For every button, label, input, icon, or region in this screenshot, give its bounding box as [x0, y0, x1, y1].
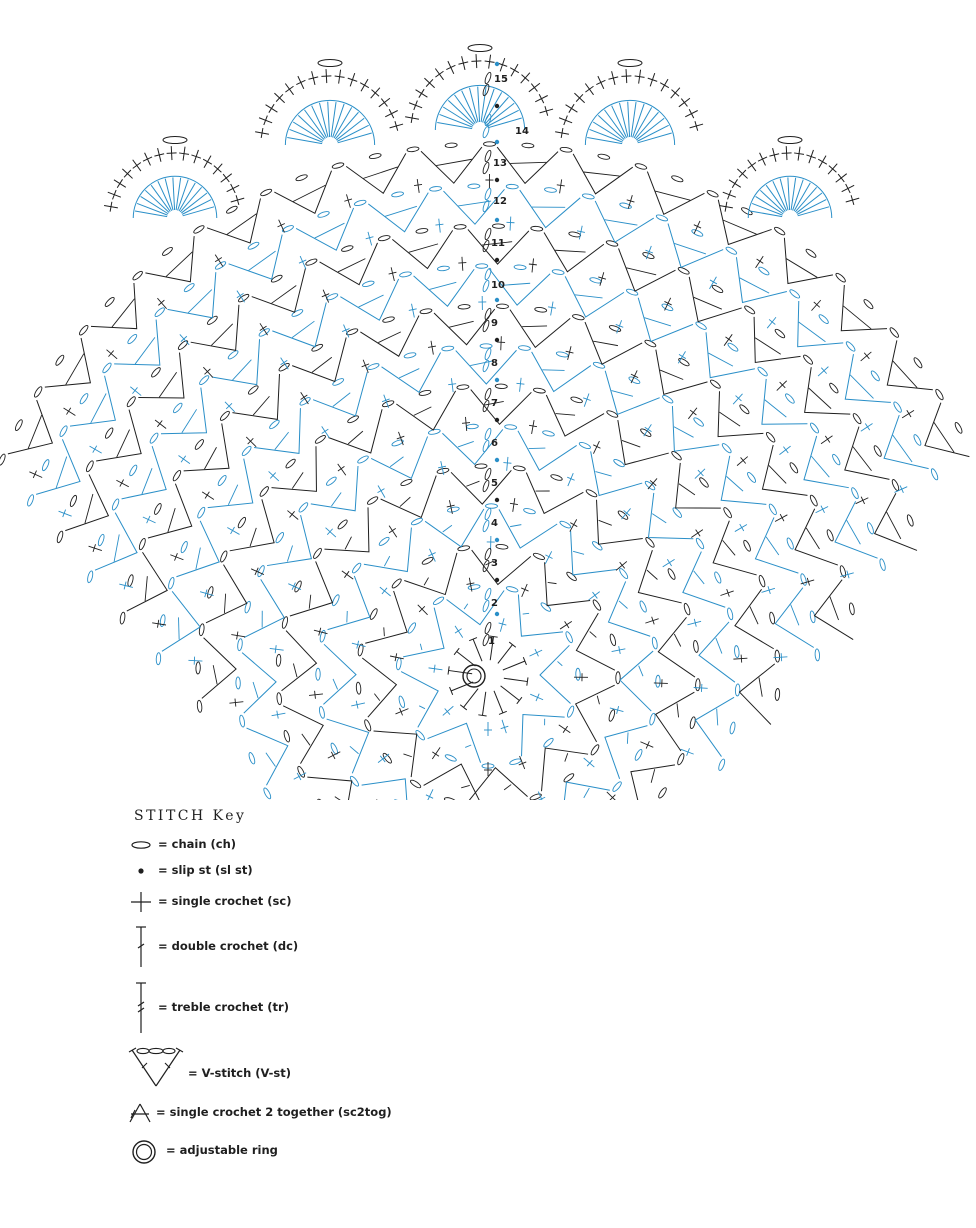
round-number-label: 13 — [493, 158, 507, 169]
scallop-5 — [719, 137, 859, 219]
round-13 — [0, 142, 969, 478]
adjustable-ring-center — [463, 665, 485, 687]
adjustable-ring-icon — [463, 665, 485, 687]
key-label-double-crochet: = double crochet (dc) — [158, 939, 299, 953]
round-3 — [356, 544, 620, 800]
round-number-label: 7 — [491, 398, 498, 409]
round-number-label: 14 — [515, 126, 529, 137]
round-11 — [56, 224, 917, 552]
round-number-label: 9 — [491, 318, 498, 329]
round-number-label: 15 — [494, 74, 508, 85]
round-number-label: 4 — [491, 518, 498, 529]
single-crochet-icon — [128, 892, 158, 912]
round-number-label: 8 — [491, 358, 498, 369]
scallop-2 — [255, 60, 403, 146]
scallop-1 — [104, 137, 244, 219]
scallop-3 — [405, 45, 553, 131]
round-number-label: 2 — [491, 598, 498, 609]
v-stitch-icon — [128, 1046, 188, 1090]
key-label-slip-stitch: = slip st (sl st) — [158, 863, 253, 877]
round-1 — [448, 636, 528, 716]
round-7 — [196, 384, 780, 725]
chain-icon — [128, 838, 158, 852]
round-number-label: 1 — [488, 636, 495, 647]
key-label-adjustable-ring: = adjustable ring — [166, 1143, 278, 1157]
double-crochet-icon — [128, 926, 158, 968]
key-label-chain: = chain (ch) — [158, 837, 237, 851]
sc2tog-icon — [128, 1102, 158, 1124]
round-number-label: 5 — [491, 478, 498, 489]
round-12 — [26, 184, 939, 517]
round-number-label: 10 — [491, 280, 505, 291]
round-2 — [396, 584, 580, 768]
round-9 — [119, 304, 855, 640]
top-scallops — [104, 45, 859, 219]
key-label-single-crochet: = single crochet (sc) — [158, 894, 292, 908]
scallop-4 — [555, 60, 703, 146]
round-number-label: 3 — [491, 558, 498, 569]
treble-crochet-icon — [128, 982, 158, 1034]
round-numbers — [488, 74, 529, 647]
round-number-label: 11 — [491, 238, 505, 249]
stitch-key-title: STITCH Key — [134, 808, 247, 824]
stitch-key — [128, 808, 548, 1188]
round-rings — [0, 142, 969, 800]
round-4 — [316, 504, 661, 800]
slip-stitch-icon — [128, 864, 158, 878]
key-label-treble-crochet: = treble crochet (tr) — [158, 1000, 289, 1014]
key-label-sc2tog: = single crochet 2 together (sc2tog) — [156, 1105, 392, 1119]
key-label-v-stitch: = V-stitch (V-st) — [188, 1066, 291, 1080]
adjustable-ring-icon — [128, 1140, 164, 1166]
round-number-label: 6 — [491, 438, 498, 449]
round-number-label: 12 — [493, 196, 507, 207]
